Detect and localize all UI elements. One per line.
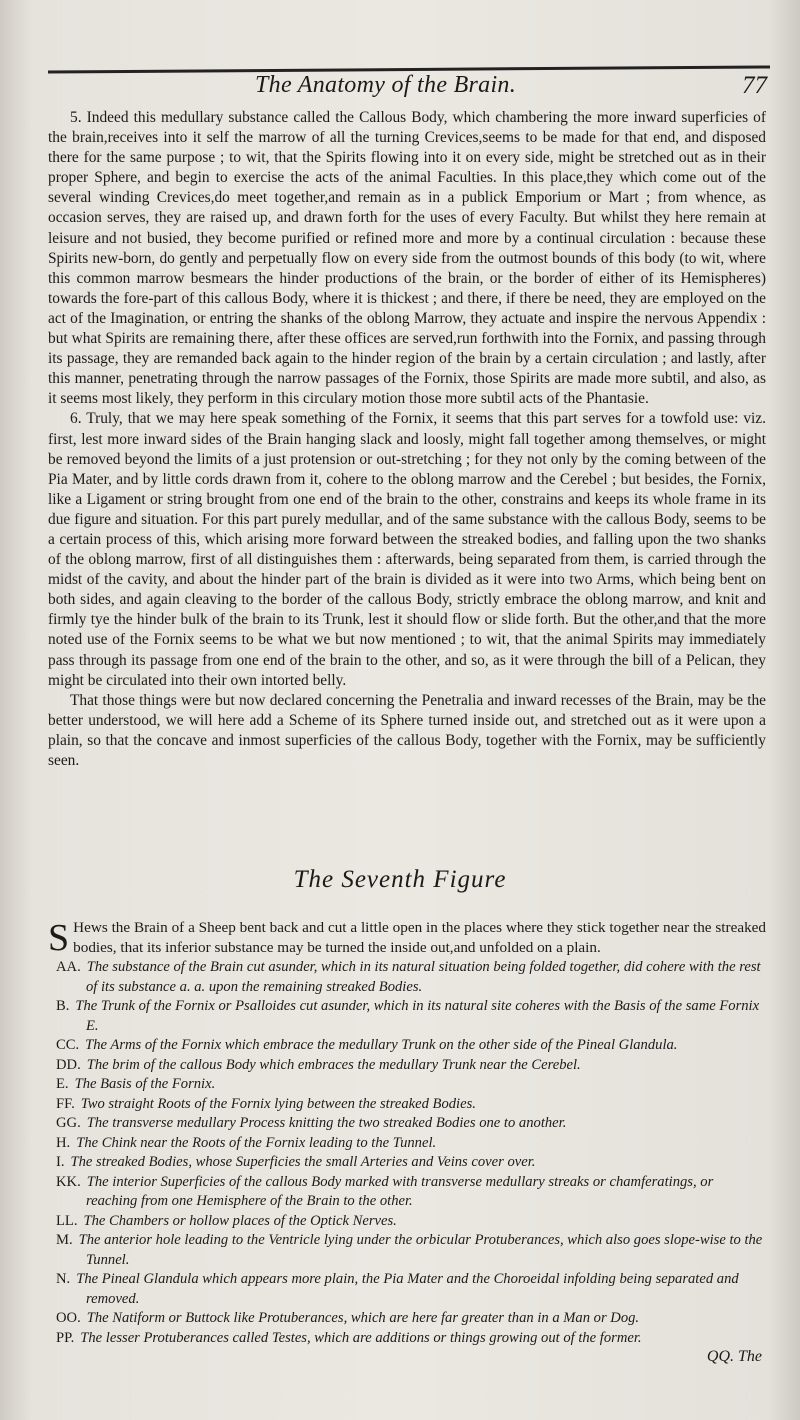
legend-item <box>56 1056 766 1076</box>
legend-text: The Natiform or Buttock like Protuberances, which are here far greater than in a Man or Dog. <box>86 1310 640 1326</box>
legend-key: H. <box>56 1134 71 1151</box>
drop-initial: S <box>48 917 70 959</box>
body-text <box>48 108 766 771</box>
legend-item <box>56 1231 766 1270</box>
legend-key: AA. <box>56 959 81 975</box>
legend-item <box>56 1153 766 1173</box>
legend-key: I. <box>56 1154 65 1170</box>
legend-text: The interior Superficies of the callous Body marked with transverse medullary streaks or chamferatings, or reaching from one Hemisphere of the Brain to the other. <box>86 1173 714 1209</box>
paragraph-5: 5. Indeed this medullary substance called the Callous Body, which chambering the more inward superficies of the brain,receives into it self the marrow of all the turning Crevices,seems to be made for that end, and disposed there for the same purpose ; to wit, that the Spirits flowing into it on every side, might be stretched out as in their proper Sphere, and begin to exercise the acts of the animal Faculties. In this place,they which come out of the several winding Crevices,do meet together,and remain as in a publick Emporium or Mart ; from whence, as occasion serves, they are raised up, and drawn forth for the uses of every Faculty. But whilst they here remain at leisure and not busied, they become purified or refined more and more by a continual circulation : because these Spirits new-born, do gently and perpetually flow on every side from the outmost bounds of this body (to wit, where this common marrow besmears the hinder productions of the brain, or the border of either of its Hemispheres) towards the fore-part of this callous Body, where it is thickest ; and there, if there be need, they are employed on the act of the Imagination, or entring the shanks of the oblong Marrow, they actuate and inspire the nervous Appendix : but what Spirits are remaining there, after these offices are served,run forthwith into the Fornix, and passing through its passage, they are remanded back again to the hinder region of the brain by a certain circulation ; and lastly, after this manner, penetrating through the narrow passages of the Fornix, those Spirits are made more subtil, and also, as it seems most likely, they perform in this circulary motion those more subtil acts of the Phantasie. <box>48 109 766 408</box>
legend-item <box>56 1095 766 1115</box>
legend-item <box>56 1075 766 1095</box>
legend-text: The Pineal Glandula which appears more plain, the Pia Mater and the Choroeidal infolding being separated and removed. <box>76 1271 739 1307</box>
legend-key: PP. <box>56 1329 75 1346</box>
figure-title: The Seventh Figure <box>293 866 507 893</box>
legend-key: FF. <box>56 1095 75 1112</box>
legend-item <box>56 1173 766 1212</box>
legend-item <box>56 1309 766 1329</box>
legend-text: The Basis of the Fornix. <box>74 1076 216 1092</box>
legend-key: M. <box>56 1232 73 1248</box>
legend-item <box>56 997 766 1036</box>
legend-text: The Chink near the Roots of the Fornix leading to the Tunnel. <box>76 1134 437 1151</box>
caption-text: Hews the Brain of a Sheep bent back and cut a little open in the places where they stick together near the streaked bodies, that its inferior substance may be turned the inside out,and unfolded on a plain. <box>73 919 766 956</box>
paragraph-scheme: That those things were but now declared concerning the Penetralia and inward recesses of the Brain, may be the better understood, we will here add a Scheme of its Sphere turned inside out, and stretched out as it were upon a plain, so that the concave and inmost superficies of the callous Body, together with the Fornix, may be sufficiently seen. <box>48 691 766 769</box>
legend-item <box>56 1212 766 1232</box>
legend-text: Two straight Roots of the Fornix lying between the streaked Bodies. <box>80 1095 476 1112</box>
legend-item <box>56 1270 766 1309</box>
legend-item <box>56 958 766 997</box>
legend-text: The Trunk of the Fornix or Psalloides cut asunder, which in its natural site coheres with the Basis of the same Fornix E. <box>75 998 760 1034</box>
legend-text: The substance of the Brain cut asunder, which in its natural situation being folded together, did cohere with the rest of its substance a. a. upon the remaining streaked Bodies. <box>86 959 761 995</box>
page-number: 77 <box>742 72 767 99</box>
legend-text: The Chambers or hollow places of the Optick Nerves. <box>83 1212 397 1229</box>
paragraph-6: 6. Truly, that we may here speak something of the Fornix, it seems that this part serves for a towfold use: viz. first, lest more inward sides of the Brain hanging slack and loosly, might fall together among themselves, or might be removed beyond the limits of a just protension or out-stretching ; for they not only by the coming between of the Pia Mater, and by little cords drawn from it, cohere to the oblong marrow and the Cerebel ; but besides, the Fornix, like a Ligament or string brought from one end of the brain to the other, constrains and keeps its whole frame in its due figure and situation. For this part purely medullar, and of the same substance with the callous Body, seems to be a certain process of this, which arising more forward between the streaked bodies, and falling upon the two shanks of the oblong marrow, first of all distinguishes them : afterwards, being separated from them, is carried through the midst of the cavity, and about the hinder part of the brain is divided as it were into two Arms, which being bent on both sides, and again cleaving to the border of the callous Body, strictly embrace the oblong marrow, and knit and firmly tye the hinder bulk of the brain to its Trunk, lest it should flow or slide forth. But the other,and that the more noted use of the Fornix seems to be what we but now mentioned ; to wit, that the animal Spirits may immediately pass through its passage from one end of the brain to the other, and so, as it were through the bill of a Pelican, they might be circulated into their own intorted belly. <box>48 410 766 689</box>
legend-item <box>56 1114 766 1134</box>
legend-key: DD. <box>56 1056 81 1073</box>
legend-text: The transverse medullary Process knitting the two streaked Bodies one to another. <box>86 1115 567 1131</box>
running-title: The Anatomy of the Brain. <box>255 72 517 98</box>
legend-key: LL. <box>56 1212 78 1229</box>
legend-text: The anterior hole leading to the Ventricle lying under the orbicular Protuberances, which also goes slope-wise to the Tunnel. <box>78 1232 763 1268</box>
legend-item <box>56 1036 766 1056</box>
legend-key: OO. <box>56 1310 81 1326</box>
figure-legend <box>56 958 766 1348</box>
legend-key: E. <box>56 1076 69 1092</box>
legend-text: The lesser Protuberances called Testes, which are additions or things growing out of the former. <box>80 1329 642 1346</box>
legend-text: The streaked Bodies, whose Superficies the small Arteries and Veins cover over. <box>70 1154 536 1170</box>
legend-key: N. <box>56 1271 71 1287</box>
catchword: QQ. The <box>706 1348 762 1365</box>
figure-caption <box>48 918 766 957</box>
legend-key: KK. <box>56 1173 81 1190</box>
legend-key: GG. <box>56 1115 81 1131</box>
legend-item <box>56 1134 766 1154</box>
legend-key: CC. <box>56 1037 80 1053</box>
page-header <box>255 70 775 110</box>
legend-text: The brim of the callous Body which embraces the medullary Trunk near the Cerebel. <box>86 1056 581 1073</box>
legend-item <box>56 1329 766 1349</box>
legend-text: The Arms of the Fornix which embrace the medullary Trunk on the other side of the Pineal Glandula. <box>85 1037 678 1053</box>
legend-key: B. <box>56 998 70 1014</box>
